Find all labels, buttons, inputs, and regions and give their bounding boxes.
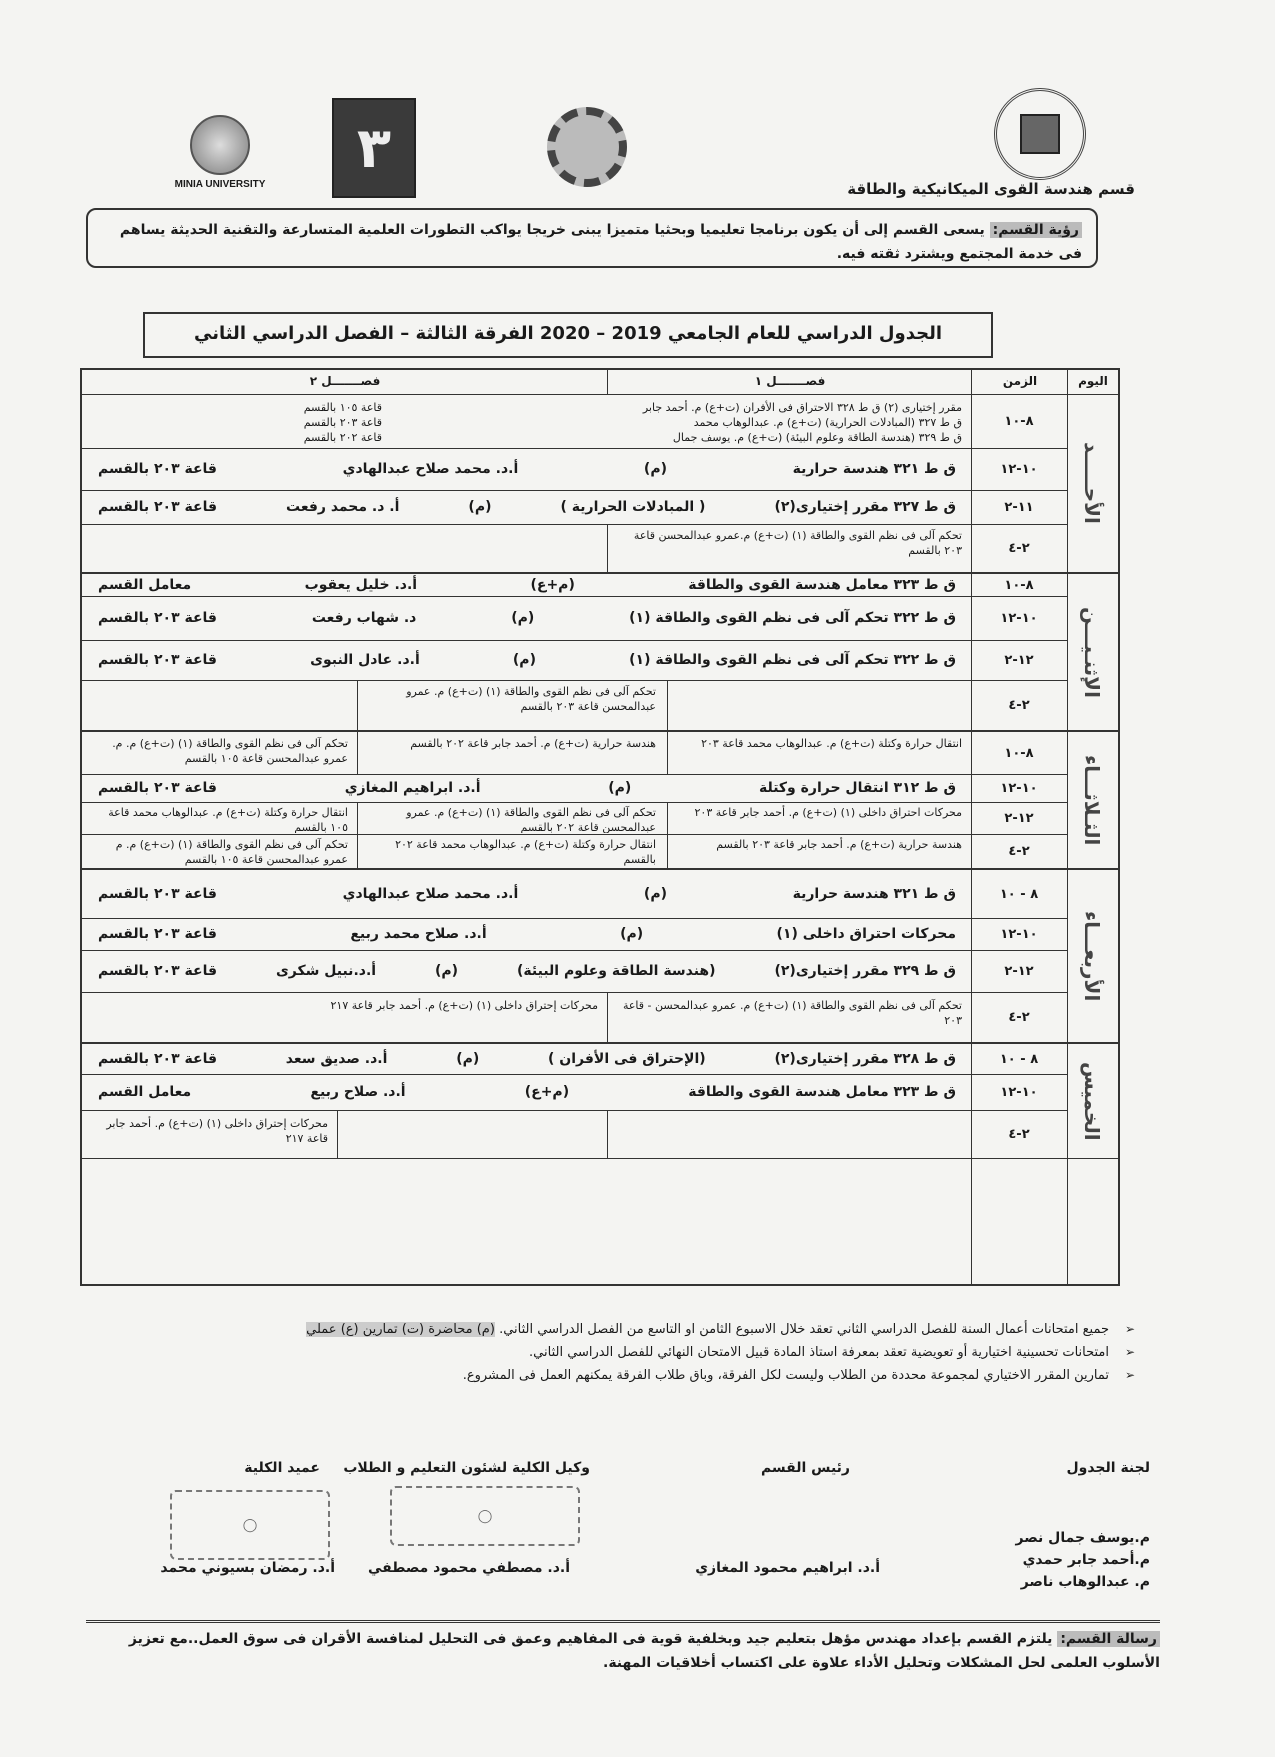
vision-text: يسعى القسم إلى أن يكون برنامجا تعليميا وبحثيا متميزا يبنى خريجا يواكب التطورات العلمية المتسارعة والتقنية الحديثة يساهم فى خدمة المجتمع ويشترد ثقته فيه. bbox=[119, 222, 1082, 262]
room: قاعة ٢٠٣ بالقسم bbox=[98, 779, 217, 796]
cell-tue-4-class2a: انتقال حرارة وكتلة (ت+ع) م. عبدالوهاب محمد قاعة ٢٠٢ بالقسم bbox=[395, 838, 656, 866]
cell-tue-3-class2b: انتقال حرارة وكتلة (ت+ع) م. عبدالوهاب محمد قاعة ١٠٥ بالقسم bbox=[108, 806, 348, 833]
lecturer: أ.د. صديق سعد bbox=[285, 1050, 388, 1067]
committee-member-3: م. عبدالوهاب ناصر bbox=[1020, 1574, 1150, 1590]
time-sun-2: ١٠-١٢ bbox=[1000, 461, 1038, 477]
time-thu-1: ٨ - ١٠ bbox=[999, 1051, 1039, 1067]
cell-tue-3-class1: محركات احتراق داخلى (١) (ت+ع) م. أحمد جابر قاعة ٢٠٣ bbox=[694, 806, 962, 819]
committee-member-1: م.يوسف جمال نصر bbox=[1015, 1530, 1150, 1546]
type: (م) bbox=[511, 609, 535, 626]
university-name: MINIA UNIVERSITY bbox=[174, 178, 266, 190]
header-time: الزمن bbox=[1002, 374, 1038, 388]
course: ق ط ٣٢٢ تحكم آلى فى نظم القوى والطاقة (١) bbox=[629, 651, 956, 668]
notes-list bbox=[115, 1318, 1135, 1387]
room: معامل القسم bbox=[98, 1083, 192, 1100]
course: ق ط ٣٢٨ مقرر إختيارى(٢) bbox=[774, 1050, 956, 1067]
type: (م) bbox=[643, 460, 667, 477]
subject: (الإحتراق فى الأفران ) bbox=[548, 1050, 706, 1067]
vice-dean-name: أ.د. مصطفي محمود مصطفي bbox=[367, 1560, 570, 1576]
department-logo bbox=[990, 84, 1090, 184]
type: (م+ع) bbox=[524, 1083, 570, 1100]
room: قاعة ٢٠٣ بالقسم bbox=[98, 925, 217, 942]
course: ق ط ٣٢١ هندسة حرارية bbox=[792, 460, 956, 477]
header-day: اليوم bbox=[1078, 374, 1108, 388]
time-wed-4: ٢-٤ bbox=[1008, 1009, 1030, 1025]
lecturer: أ.د. صلاح محمد ربيع bbox=[350, 925, 487, 942]
course: ق ط ٣٢٩ مقرر إختيارى(٢) bbox=[774, 962, 956, 979]
vision-box bbox=[86, 208, 1098, 268]
type: (م) bbox=[620, 925, 644, 942]
schedule-title: الجدول الدراسي للعام الجامعي 2019 – 2020 الفرقة الثالثة – الفصل الدراسي الثاني bbox=[143, 312, 993, 358]
time-tue-3: ١٢-٢ bbox=[1004, 810, 1034, 826]
course: ق ط ٣٢٢ تحكم آلى فى نظم القوى والطاقة (١) bbox=[629, 609, 956, 626]
course: ق ط ٣٢٧ مقرر إختيارى(٢) bbox=[774, 498, 956, 515]
day-tuesday: الثـلاثـــاء bbox=[1080, 754, 1104, 846]
cell-tue-4-class1: هندسة حرارية (ت+ع) م. أحمد جابر قاعة ٢٠٣ بالقسم bbox=[716, 838, 962, 851]
time-wed-3: ١٢-٢ bbox=[1004, 963, 1034, 979]
committee-member-2: م.أحمد جابر حمدي bbox=[1022, 1552, 1150, 1568]
department-seal-icon bbox=[994, 88, 1086, 180]
type: (م) bbox=[643, 885, 667, 902]
lecturer: أ.د. محمد صلاح عبدالهادي bbox=[342, 885, 519, 902]
row-wed-2 bbox=[82, 918, 972, 950]
time-sun-1: ٨-١٠ bbox=[1004, 413, 1034, 429]
row-wed-1 bbox=[82, 870, 972, 918]
lecturer: أ. د. محمد رفعت bbox=[286, 498, 400, 515]
schedule-table bbox=[80, 368, 1120, 1286]
cell-mon-4-class2: تحكم آلى فى نظم القوى والطاقة (١) (ت+ع) م. عمرو عبدالمحسن قاعة ٢٠٣ بالقسم bbox=[406, 685, 656, 713]
note-1-text: جميع امتحانات أعمال السنة للفصل الدراسي الثاني تعقد خلال الاسبوع الثامن او التاسع من الفصل الدراسي الثاني. bbox=[499, 1322, 1109, 1337]
time-mon-2: ١٠-١٢ bbox=[1000, 610, 1038, 626]
row-thu-1 bbox=[82, 1044, 972, 1074]
time-wed-1: ٨ - ١٠ bbox=[999, 886, 1039, 902]
department-name: قسم هندسة القوى الميكانيكية والطاقة bbox=[847, 180, 1135, 198]
dean-stamp: ◯ bbox=[170, 1490, 330, 1560]
university-seal-icon bbox=[190, 115, 250, 175]
mission-label: رسالة القسم: bbox=[1057, 1631, 1160, 1647]
signatures bbox=[150, 1460, 1150, 1600]
time-sun-3: ١١-٢ bbox=[1004, 499, 1034, 515]
time-mon-1: ٨-١٠ bbox=[1004, 577, 1034, 593]
cell-tue-1-class2a: هندسة حرارية (ت+ع) م. أحمد جابر قاعة ٢٠٢ بالقسم bbox=[410, 737, 656, 750]
course: ق ط ٣٢١ هندسة حرارية bbox=[792, 885, 956, 902]
cell-tue-1-class1: انتقال حرارة وكتلة (ت+ع) م. عبدالوهاب محمد قاعة ٢٠٣ bbox=[701, 737, 962, 750]
note-2: ➢ امتحانات تحسينية اختيارية أو تعويضية تعقد بمعرفة استاذ المادة قبيل الامتحان النهائي للفصل الدراسي الثاني. bbox=[115, 1341, 1135, 1364]
type: (م) bbox=[512, 651, 536, 668]
row-tue-2 bbox=[82, 774, 972, 802]
mission-text: يلتزم القسم بإعداد مهندس مؤهل بتعليم جيد وبخلفية قوية فى المفاهيم وعمق فى التحليل لمنافسة الأقران فى سوق العمل..مع تعزيز الأسلوب العلمى لحل المشكلات وتحليل الأداء علاوة على اكتساب أخلاقيات المهنة. bbox=[128, 1631, 1160, 1671]
vice-dean-title: وكيل الكلية لشئون التعليم و الطلاب bbox=[343, 1460, 590, 1476]
cell-sun-1-class2: قاعة ١٠٥ بالقسم قاعة ٢٠٣ بالقسم قاعة ٢٠٢ بالقسم bbox=[303, 401, 382, 444]
legend-key: (م) محاضرة (ت) تمارين (ع) عملي bbox=[306, 1322, 495, 1337]
time-thu-3: ٢-٤ bbox=[1008, 1126, 1030, 1142]
time-tue-1: ٨-١٠ bbox=[1004, 745, 1034, 761]
head-name: أ.د. ابراهيم محمود المغازي bbox=[695, 1560, 880, 1576]
type: (م) bbox=[608, 779, 632, 796]
lecturer: د. شهاب رفعت bbox=[311, 609, 417, 626]
cell-tue-4-class2b: تحكم آلى فى نظم القوى والطاقة (١) (ت+ع) م. م عمرو عبدالمحسن قاعة ١٠٥ بالقسم bbox=[115, 838, 348, 866]
row-thu-2 bbox=[82, 1074, 972, 1110]
day-sunday: الأحـــــد bbox=[1080, 442, 1104, 524]
dean-title: عميد الكلية bbox=[244, 1460, 320, 1476]
row-sun-3 bbox=[82, 490, 972, 524]
type: (م) bbox=[468, 498, 492, 515]
time-thu-2: ١٠-١٢ bbox=[1000, 1084, 1038, 1100]
time-sun-4: ٢-٤ bbox=[1008, 540, 1030, 556]
row-mon-3 bbox=[82, 640, 972, 680]
row-sun-2 bbox=[82, 448, 972, 490]
course: ق ط ٣١٢ انتقال حرارة وكتلة bbox=[758, 779, 956, 796]
room: قاعة ٢٠٣ بالقسم bbox=[98, 498, 217, 515]
type: (م) bbox=[435, 962, 459, 979]
vision-label: رؤية القسم: bbox=[990, 222, 1082, 238]
cell-wed-4-class2: محركات إحتراق داخلى (١) (ت+ع) م. أحمد جابر قاعة ٢١٧ bbox=[330, 999, 598, 1012]
day-monday: الإثنـيـــن bbox=[1080, 606, 1104, 698]
cell-sun-1-class1: مقرر إختيارى (٢) ق ط ٣٢٨ الاحتراق فى الأفران (ت+ع) م. أحمد جابر ق ط ٣٢٧ (المبادلات الحرارية) (ت+ع) م. عبدالوهاب محمد ق ط ٣٢٩ (هندسة الطاقة وعلوم البيئة) (ت+ع) م. يوسف جمال bbox=[642, 401, 962, 444]
room: قاعة ٢٠٣ بالقسم bbox=[98, 460, 217, 477]
lecturer: أ.د.نبيل شكرى bbox=[275, 962, 377, 979]
time-mon-3: ١٢-٢ bbox=[1004, 652, 1034, 668]
room: قاعة ٢٠٣ بالقسم bbox=[98, 962, 217, 979]
dean-name: أ.د. رمضان بسيوني محمد bbox=[160, 1560, 335, 1576]
cell-tue-3-class2a: تحكم آلى فى نظم القوى والطاقة (١) (ت+ع) م. عمرو عبدالمحسن قاعة ٢٠٢ بالقسم bbox=[406, 806, 656, 833]
time-mon-4: ٢-٤ bbox=[1008, 697, 1030, 713]
gear-icon bbox=[547, 107, 627, 187]
note-1 bbox=[115, 1318, 1135, 1341]
lecturer: أ.د. عادل النبوى bbox=[310, 651, 420, 668]
room: قاعة ٢٠٣ بالقسم bbox=[98, 609, 217, 626]
lecturer: أ.د. محمد صلاح عبدالهادي bbox=[342, 460, 519, 477]
room: قاعة ٢٠٣ بالقسم bbox=[98, 885, 217, 902]
row-mon-1 bbox=[82, 574, 972, 596]
header-class2: فصـــــــل ٢ bbox=[309, 374, 381, 388]
day-thursday: الخميس bbox=[1080, 1061, 1104, 1141]
type: (م) bbox=[456, 1050, 480, 1067]
subject: (هندسة الطاقة وعلوم البيئة) bbox=[517, 962, 716, 979]
day-wednesday: الأربعـــاء bbox=[1080, 910, 1104, 1002]
time-tue-4: ٢-٤ bbox=[1008, 843, 1030, 859]
head-title: رئيس القسم bbox=[760, 1460, 850, 1476]
subject: ( المبادلات الحرارية ) bbox=[560, 498, 706, 515]
time-tue-2: ١٠-١٢ bbox=[1000, 780, 1038, 796]
faculty-gear-logo bbox=[532, 102, 642, 192]
lecturer: أ.د. ابراهيم المغازي bbox=[344, 779, 481, 796]
mission-box bbox=[86, 1620, 1160, 1675]
year-badge: ٣ bbox=[332, 98, 416, 198]
vice-dean-stamp: ◯ bbox=[390, 1486, 580, 1546]
course: ق ط ٣٢٣ معامل هندسة القوى والطاقة bbox=[688, 576, 956, 593]
time-wed-2: ١٠-١٢ bbox=[1000, 926, 1038, 942]
room: معامل القسم bbox=[98, 576, 192, 593]
room: قاعة ٢٠٣ بالقسم bbox=[98, 1050, 217, 1067]
cell-sun-4-class1: تحكم آلى فى نظم القوى والطاقة (١) (ت+ع) م.عمرو عبدالمحسن قاعة ٢٠٣ بالقسم bbox=[633, 529, 962, 557]
committee-title: لجنة الجدول bbox=[1066, 1460, 1150, 1476]
note-3: ➢ تمارين المقرر الاختياري لمجموعة محددة من الطلاب وليست لكل الفرقة، وباق طلاب الفرقة يمكنهم العمل فى المشروع. bbox=[115, 1364, 1135, 1387]
cell-wed-4-class1: تحكم آلى فى نظم القوى والطاقة (١) (ت+ع) م. عمرو عبدالمحسن - قاعة ٢٠٣ bbox=[622, 999, 962, 1027]
header-class1: فصـــــــل ١ bbox=[754, 374, 826, 388]
lecturer: أ.د. خليل يعقوب bbox=[304, 576, 418, 593]
cell-tue-1-class2b: تحكم آلى فى نظم القوى والطاقة (١) (ت+ع) م. م. عمرو عبدالمحسن قاعة ١٠٥ بالقسم bbox=[112, 737, 348, 765]
type: (م+ع) bbox=[530, 576, 575, 593]
room: قاعة ٢٠٣ بالقسم bbox=[98, 651, 217, 668]
course: ق ط ٣٢٣ معامل هندسة القوى والطاقة bbox=[688, 1083, 956, 1100]
row-wed-3 bbox=[82, 950, 972, 992]
cell-thu-3-class2: محركات إحتراق داخلى (١) (ت+ع) م. أحمد جابر قاعة ٢١٧ bbox=[106, 1117, 328, 1145]
course: محركات احتراق داخلى (١) bbox=[776, 925, 956, 942]
lecturer: أ.د. صلاح ربيع bbox=[310, 1083, 406, 1100]
row-mon-2 bbox=[82, 596, 972, 640]
minia-university-logo bbox=[170, 102, 270, 202]
